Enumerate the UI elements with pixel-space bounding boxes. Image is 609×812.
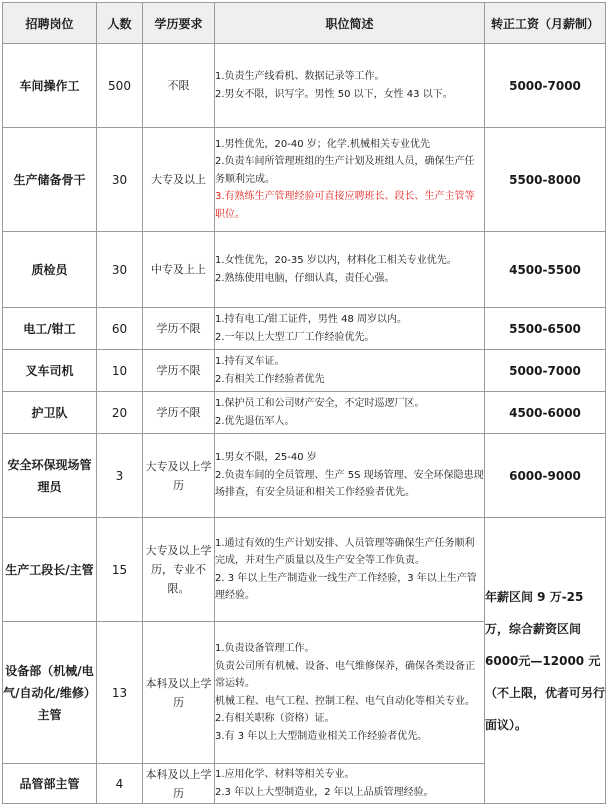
desc-line: 1.负责生产线看机、数据记录等工作。 bbox=[215, 71, 385, 82]
desc-line: 2.3 年以上大型制造业，2 年以上品质管理经验。 bbox=[215, 786, 434, 798]
headcount: 13 bbox=[97, 622, 143, 764]
desc-line: 负责公司所有机械、设备、电气维修保养，确保各类设备正常运转。 bbox=[215, 660, 475, 689]
headcount: 20 bbox=[97, 392, 143, 434]
table-row bbox=[3, 350, 606, 392]
desc-line: 2.一年以上大型工厂工作经验优先。 bbox=[215, 331, 375, 343]
job-description bbox=[215, 434, 485, 518]
desc-line: 2.男女不限，识写字。男性 50 以下，女性 43 以下。 bbox=[215, 88, 453, 100]
job-description bbox=[215, 622, 485, 764]
headcount: 15 bbox=[97, 518, 143, 622]
table-row bbox=[3, 44, 606, 128]
table-row bbox=[3, 128, 606, 232]
education: 大专及以上学历 bbox=[143, 434, 215, 518]
education: 大专及以上 bbox=[143, 128, 215, 232]
header-row bbox=[3, 3, 606, 44]
education: 不限 bbox=[143, 44, 215, 128]
header-edu: 学历要求 bbox=[143, 3, 215, 44]
job-description bbox=[215, 232, 485, 308]
merged-salary-note: 年薪区间 9 万-25 万，综合薪资区间 6000元—12000 元（不上限，优者可另行面议）。 bbox=[485, 518, 606, 804]
education: 大专及以上学历，专业不限。 bbox=[143, 518, 215, 622]
desc-line: 1.保护员工和公司财产安全，不定时巡逻厂区。 bbox=[215, 398, 425, 409]
desc-line: 2.优先退伍军人。 bbox=[215, 415, 295, 427]
headcount: 500 bbox=[97, 44, 143, 128]
table-row bbox=[3, 518, 606, 622]
salary: 4500-5500 bbox=[485, 232, 606, 308]
desc-line: 2.负责车间所管理班组的生产计划及班组人员，确保生产任务顺利完成。 bbox=[215, 156, 475, 185]
post-name: 质检员 bbox=[3, 232, 97, 308]
salary: 5000-7000 bbox=[485, 44, 606, 128]
table-row bbox=[3, 434, 606, 518]
headcount: 30 bbox=[97, 128, 143, 232]
education: 中专及上上 bbox=[143, 232, 215, 308]
education: 学历不限 bbox=[143, 392, 215, 434]
table-row bbox=[3, 308, 606, 350]
post-name: 生产工段长/主管 bbox=[3, 518, 97, 622]
headcount: 60 bbox=[97, 308, 143, 350]
table-row bbox=[3, 232, 606, 308]
header-desc: 职位简述 bbox=[215, 3, 485, 44]
job-description bbox=[215, 764, 485, 804]
job-description bbox=[215, 392, 485, 434]
job-description bbox=[215, 308, 485, 350]
desc-line: 机械工程、电气工程、控制工程、电气自动化等相关专业。 bbox=[215, 695, 475, 707]
header-salary: 转正工资（月薪制） bbox=[485, 3, 606, 44]
recruitment-table bbox=[2, 2, 606, 804]
headcount: 4 bbox=[97, 764, 143, 804]
salary: 5500-6500 bbox=[485, 308, 606, 350]
desc-line: 1.通过有效的生产计划安排、人员管理等确保生产任务顺利完成，并对生产质量以及生产安全等工作负责。 bbox=[215, 537, 475, 566]
education: 本科及以上学历 bbox=[143, 622, 215, 764]
post-name: 护卫队 bbox=[3, 392, 97, 434]
desc-line: 1.持有电工/钳工证件，男性 48 周岁以内。 bbox=[215, 314, 407, 325]
post-name: 电工/钳工 bbox=[3, 308, 97, 350]
headcount: 10 bbox=[97, 350, 143, 392]
desc-line: 2.有相关工作经验者优先 bbox=[215, 373, 325, 385]
post-name: 车间操作工 bbox=[3, 44, 97, 128]
header-count: 人数 bbox=[97, 3, 143, 44]
education: 学历不限 bbox=[143, 350, 215, 392]
desc-line: 1.持有叉车证。 bbox=[215, 356, 285, 367]
desc-line: 2.负责车间的全员管理、生产 5S 现场管理、安全环保隐患现场排查，有安全员证和相关工作经验者优先。 bbox=[215, 469, 484, 499]
post-name: 生产储备骨干 bbox=[3, 128, 97, 232]
post-name: 安全环保现场管理员 bbox=[3, 434, 97, 518]
job-description bbox=[215, 350, 485, 392]
table-row bbox=[3, 392, 606, 434]
desc-line-highlight: 3.有熟练生产管理经验可直接应聘班长、段长、生产主管等职位。 bbox=[215, 191, 475, 220]
job-description bbox=[215, 518, 485, 622]
desc-line: 3.有 3 年以上大型制造业相关工作经验者优先。 bbox=[215, 730, 428, 742]
desc-line: 1.应用化学、材料等相关专业。 bbox=[215, 769, 355, 780]
job-description bbox=[215, 128, 485, 232]
salary: 4500-6000 bbox=[485, 392, 606, 434]
education: 本科及以上学历 bbox=[143, 764, 215, 804]
desc-line: 2.熟练使用电脑，仔细认真，责任心强。 bbox=[215, 272, 395, 284]
headcount: 3 bbox=[97, 434, 143, 518]
desc-line: 1.男性优先，20-40 岁；化学.机械相关专业优先 bbox=[215, 138, 430, 150]
salary: 5500-8000 bbox=[485, 128, 606, 232]
salary: 5000-7000 bbox=[485, 350, 606, 392]
desc-line: 1.女性优先，20-35 岁以内，材料化工相关专业优先。 bbox=[215, 255, 457, 266]
header-post: 招聘岗位 bbox=[3, 3, 97, 44]
desc-line: 1.男女不限，25-40 岁 bbox=[215, 452, 317, 464]
post-name: 叉车司机 bbox=[3, 350, 97, 392]
headcount: 30 bbox=[97, 232, 143, 308]
salary: 6000-9000 bbox=[485, 434, 606, 518]
desc-line: 2.有相关职称（资格）证。 bbox=[215, 713, 335, 724]
post-name: 设备部（机械/电气/自动化/维修）主管 bbox=[3, 622, 97, 764]
education: 学历不限 bbox=[143, 308, 215, 350]
job-description bbox=[215, 44, 485, 128]
post-name: 品管部主管 bbox=[3, 764, 97, 804]
desc-line: 1.负责设备管理工作。 bbox=[215, 643, 315, 654]
desc-line: 2. 3 年以上生产制造业一线生产工作经验，3 年以上生产管理经验。 bbox=[215, 572, 477, 601]
